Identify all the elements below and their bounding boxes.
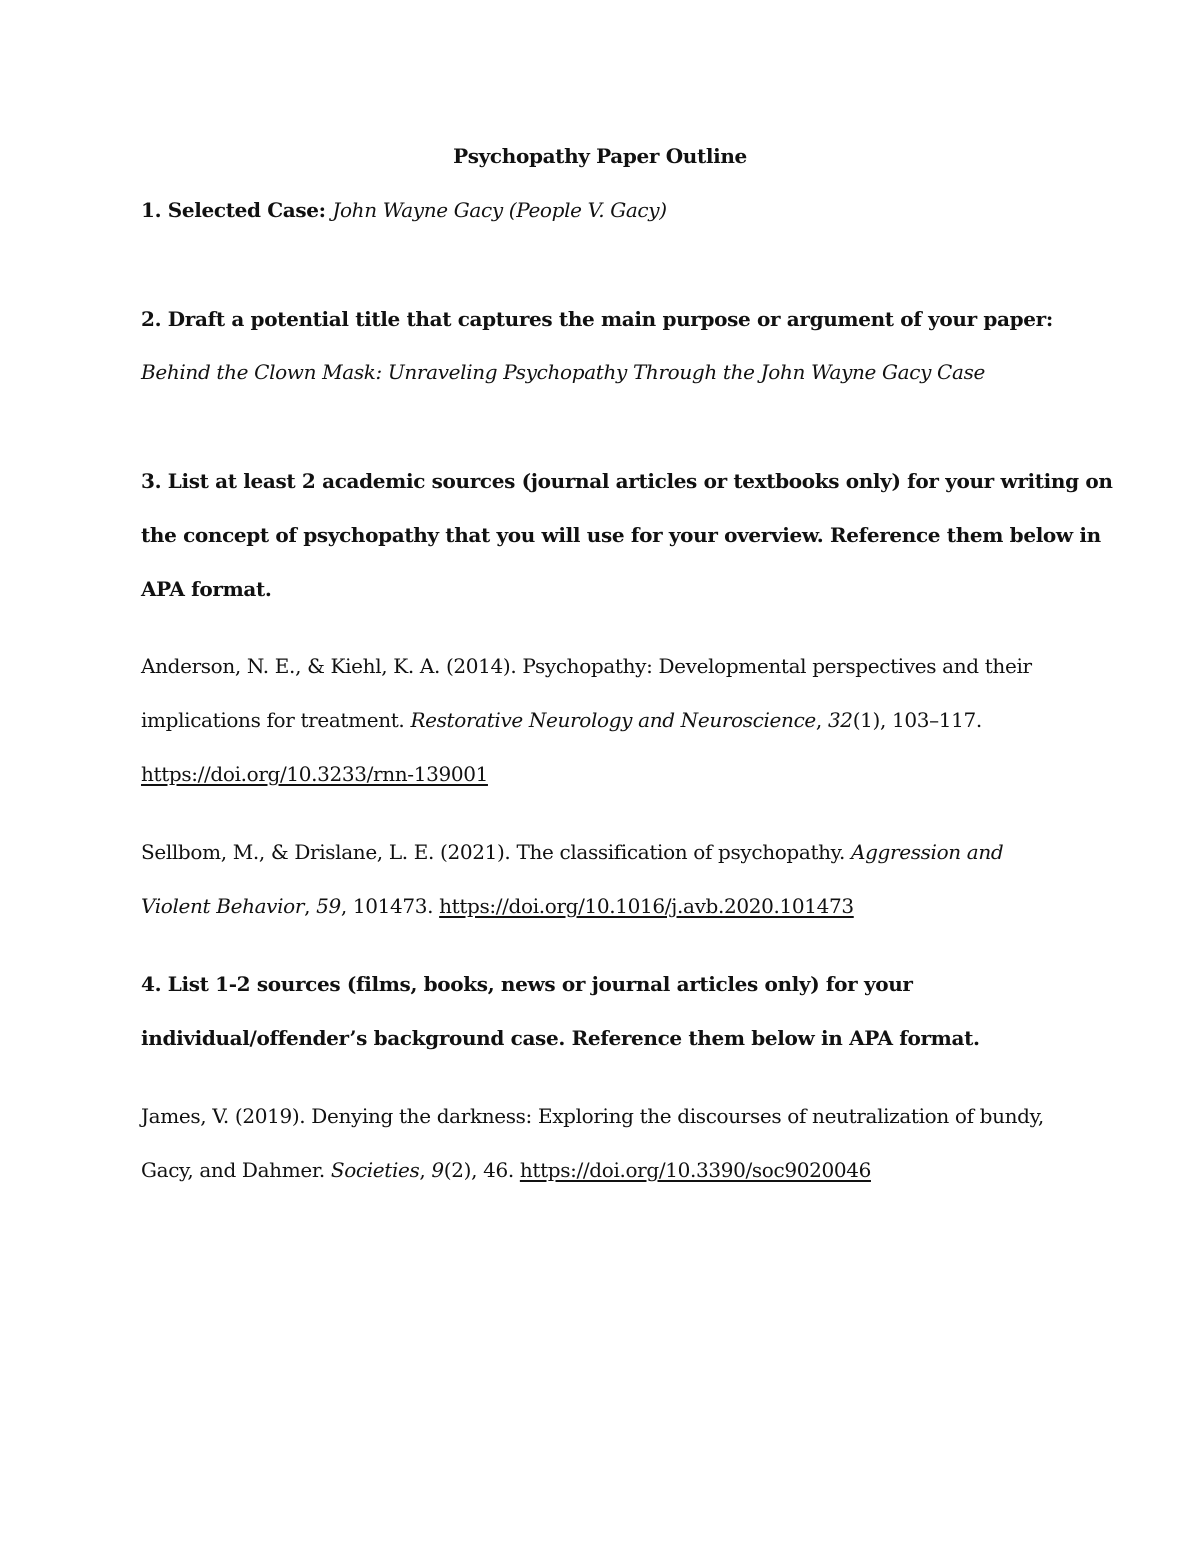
reference-anderson-line-1: Anderson, N. E., & Kiehl, K. A. (2014). Psychopathy: Developmental perspectives and their xyxy=(141,654,1032,678)
reference-james-line-1: James, V. (2019). Denying the darkness: Exploring the discourses of neutralization of bundy, xyxy=(141,1104,1044,1128)
selected-case-value: John Wayne Gacy (People V. Gacy) xyxy=(332,198,667,222)
question-2-answer: Behind the Clown Mask: Unraveling Psychopathy Through the John Wayne Gacy Case xyxy=(141,360,985,384)
reference-anderson-line-3 xyxy=(141,760,488,788)
reference-james-title-end: Gacy, and Dahmer. xyxy=(141,1158,331,1182)
reference-anderson-issue-pages: (1), 103–117. xyxy=(852,708,982,732)
reference-james-volume: 9 xyxy=(431,1158,444,1182)
page-title: Psychopathy Paper Outline xyxy=(453,144,747,168)
reference-sellbom-article: , 101473. xyxy=(340,894,440,918)
reference-anderson-line-2 xyxy=(141,706,982,734)
reference-sellbom-line-2 xyxy=(141,892,854,920)
reference-anderson-sep: , xyxy=(815,708,828,732)
reference-james-sep: , xyxy=(419,1158,432,1182)
question-4-prompt-line-1: 4. List 1-2 sources (films, books, news or journal articles only) for your xyxy=(141,972,913,996)
reference-sellbom-journal-part-1: Aggression and xyxy=(851,840,1004,864)
reference-anderson-journal: Restorative Neurology and Neuroscience xyxy=(410,708,816,732)
reference-sellbom-volume: 59 xyxy=(316,894,341,918)
question-3-prompt-line-2: the concept of psychopathy that you will use for your overview. Reference them below in xyxy=(141,523,1101,547)
reference-anderson-title-end: implications for treatment. xyxy=(141,708,411,732)
question-3-prompt-line-1: 3. List at least 2 academic sources (journal articles or textbooks only) for your writing on xyxy=(141,469,1113,493)
reference-james-issue-pages: (2), 46. xyxy=(443,1158,520,1182)
selected-case-line xyxy=(141,196,667,224)
reference-sellbom-authors-title: Sellbom, M., & Drislane, L. E. (2021). The classification of psychopathy. xyxy=(141,840,851,864)
reference-sellbom-line-1 xyxy=(141,838,1003,866)
reference-anderson-volume: 32 xyxy=(827,708,853,732)
question-2-prompt: 2. Draft a potential title that captures the main purpose or argument of your paper: xyxy=(141,307,1053,331)
reference-james-line-2 xyxy=(141,1156,871,1184)
reference-james-doi-link[interactable]: https://doi.org/10.3390/soc9020046 xyxy=(519,1158,871,1182)
reference-sellbom-doi-link[interactable]: https://doi.org/10.1016/j.avb.2020.101473 xyxy=(439,894,854,918)
reference-sellbom-journal-part-2: Violent Behavior xyxy=(141,894,305,918)
selected-case-label: 1. Selected Case: xyxy=(141,198,333,222)
reference-james-journal: Societies xyxy=(330,1158,420,1182)
reference-anderson-doi-link[interactable]: https://doi.org/10.3233/rnn-139001 xyxy=(141,762,488,786)
question-4-prompt-line-2: individual/offender’s background case. Reference them below in APA format. xyxy=(141,1026,980,1050)
question-3-prompt-line-3: APA format. xyxy=(141,577,272,601)
reference-sellbom-sep: , xyxy=(304,894,317,918)
